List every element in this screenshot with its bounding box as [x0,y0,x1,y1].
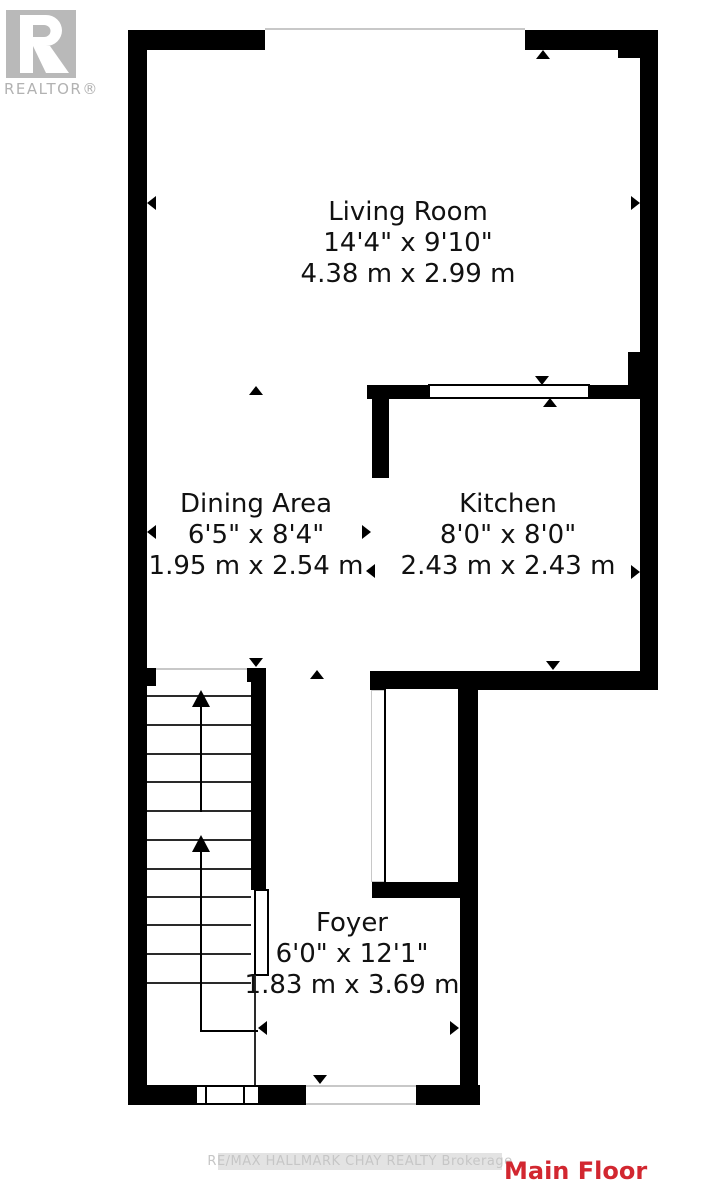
wall-stair-top-stub [247,668,266,682]
wall-left-stub [147,668,156,686]
room-name: Living Room [328,197,488,227]
wall-bottom-b [259,1085,306,1105]
room-dim-imperial: 6'0" x 12'1" [275,939,429,969]
closet-track-strip [371,690,385,882]
room-label-dining-area [149,489,364,582]
room-label-kitchen [401,489,616,582]
room-name: Dining Area [179,489,333,519]
dimension-arrow-up-icon [249,386,263,395]
dimension-arrow-down-icon [249,658,263,667]
window-kitchen-passthrough [428,384,590,399]
stair-tread [147,753,251,755]
room-dim-metric: 1.83 m x 3.69 m [244,970,460,1000]
brokerage-watermark [207,1153,513,1170]
brokerage-watermark-text: RE/MAX HALLMARK CHAY REALTY Brokerage [207,1154,513,1169]
window-mullion [243,1087,245,1103]
room-label-foyer [245,908,460,1001]
dimension-arrow-left-icon [258,1021,267,1035]
dimension-arrow-left-icon [366,564,375,578]
window-mullion [205,1087,207,1103]
wall-dining-kitchen-divider [372,385,389,478]
stair-tread [147,924,251,926]
room-label-living-room [301,197,516,290]
entry-door-opening-line-top [305,1085,416,1087]
room-name: Foyer [315,908,389,938]
stair-tread [147,724,251,726]
room-dim-metric: 1.95 m x 2.54 m [148,551,364,581]
closet-door-panel [384,687,460,884]
wall-stair-right [251,668,266,890]
wall-top-left [128,30,265,50]
dimension-arrow-right-icon [631,196,640,210]
stair-tread [147,810,251,812]
stair-up-arrowhead-icon [192,835,210,852]
dimension-arrow-right-icon [450,1021,459,1035]
stair-up-arrowhead-icon [192,690,210,707]
dimension-arrow-left-icon [147,196,156,210]
stair-tread [147,896,251,898]
dimension-arrow-up-icon [310,670,324,679]
wall-top-right [525,30,658,50]
wall-left-exterior [128,30,147,1105]
room-dim-metric: 2.43 m x 2.43 m [400,551,616,581]
dimension-arrow-down-icon [535,376,549,385]
room-name: Kitchen [459,489,557,519]
wall-bottom-a [128,1085,196,1105]
stair-up-arrow-shaft [200,704,202,812]
stair-tread [147,781,251,783]
room-dim-imperial: 6'5" x 8'4" [187,520,325,550]
floor-title: Main Floor [504,1157,648,1185]
entry-door-opening-line-bottom [305,1103,416,1105]
dimension-arrow-up-icon [536,50,550,59]
stair-tread [147,982,251,984]
realtor-logo-icon [6,10,76,78]
stair-tread [147,953,251,955]
stair-up-arrow-base [200,1030,258,1032]
dimension-arrow-down-icon [313,1075,327,1084]
wall-bottom-c [416,1085,480,1105]
stair-up-arrow-shaft [200,850,202,1032]
room-dim-imperial: 8'0" x 8'0" [439,520,577,550]
wall-foyer-right [460,690,478,1105]
stair-top-edge-line [147,668,251,670]
dimension-arrow-right-icon [631,565,640,579]
realtor-wordmark: REALTOR® [4,80,99,98]
wall-kitchen-north-b [588,385,658,399]
room-dim-imperial: 14'4" x 9'10" [323,228,493,258]
window-opening-line-top [265,28,525,30]
dimension-arrow-up-icon [543,398,557,407]
stair-tread [147,868,251,870]
dimension-arrow-down-icon [546,661,560,670]
room-dim-metric: 4.38 m x 2.99 m [300,259,516,289]
